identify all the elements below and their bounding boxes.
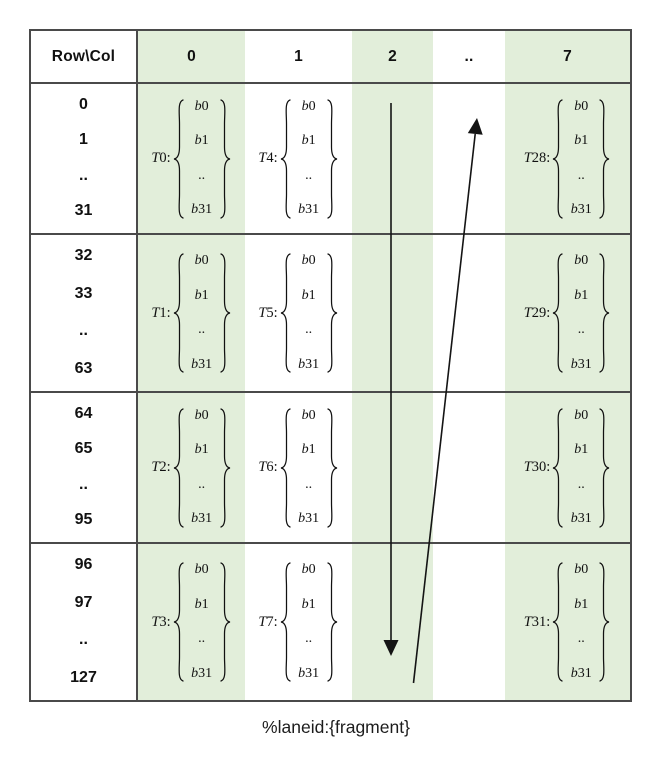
fragment-cell bbox=[138, 544, 245, 700]
vector-item: b31 bbox=[298, 665, 320, 681]
column-header-7: 7 bbox=[505, 31, 630, 84]
fragment-vector bbox=[292, 563, 326, 681]
vector-item: b0 bbox=[301, 407, 316, 423]
vector-item: b31 bbox=[570, 511, 592, 527]
fragment-vector bbox=[292, 254, 326, 372]
vector-item: b1 bbox=[194, 287, 209, 303]
row-label: 1 bbox=[79, 131, 88, 149]
vector-item: b31 bbox=[298, 511, 320, 527]
fragment-cell bbox=[245, 544, 352, 700]
brace-open-icon bbox=[172, 251, 185, 375]
empty-cell bbox=[352, 544, 433, 700]
vector-item: .. bbox=[305, 322, 313, 338]
row-label: 96 bbox=[74, 556, 93, 573]
thread-label: T7: bbox=[258, 613, 278, 630]
vector-item: b1 bbox=[301, 596, 316, 612]
vector-item: b1 bbox=[194, 133, 209, 149]
fragment-cell bbox=[138, 235, 245, 393]
fragment-table bbox=[29, 29, 632, 702]
brace-open-icon bbox=[279, 406, 292, 530]
brace-close-icon bbox=[219, 560, 232, 684]
column-header-dotsdots: .. bbox=[433, 31, 505, 84]
brace-close-icon bbox=[598, 406, 611, 530]
vector-item: b0 bbox=[194, 562, 209, 577]
corner-header-cell: Row\Col bbox=[31, 31, 138, 84]
brace-open-icon bbox=[279, 251, 292, 375]
brace-close-icon bbox=[326, 406, 339, 530]
fragment-cell bbox=[245, 393, 352, 544]
vector-item: b0 bbox=[574, 407, 589, 423]
row-labels-group-0 bbox=[31, 84, 138, 235]
fragment-cell bbox=[245, 84, 352, 235]
vector-item: b1 bbox=[574, 596, 589, 612]
row-label: 97 bbox=[74, 593, 93, 611]
vector-item: b0 bbox=[301, 98, 316, 114]
brace-close-icon bbox=[326, 251, 339, 375]
row-label: .. bbox=[79, 166, 88, 184]
row-label: .. bbox=[79, 475, 88, 493]
vector-item: .. bbox=[577, 476, 585, 492]
vector-item: b1 bbox=[194, 442, 209, 458]
empty-cell bbox=[433, 393, 505, 544]
fragment-vector bbox=[564, 563, 598, 681]
vector-item: .. bbox=[305, 167, 313, 183]
fragment-vector bbox=[185, 254, 219, 372]
vector-item: b31 bbox=[570, 202, 592, 218]
column-header-0: 0 bbox=[138, 31, 245, 84]
vector-item: b31 bbox=[191, 202, 213, 218]
brace-close-icon bbox=[219, 97, 232, 221]
fragment-vector bbox=[564, 409, 598, 527]
brace-open-icon bbox=[279, 560, 292, 684]
row-label: 0 bbox=[79, 96, 88, 113]
thread-label: T5: bbox=[258, 304, 278, 321]
vector-item: b0 bbox=[194, 98, 209, 114]
brace-close-icon bbox=[219, 251, 232, 375]
brace-open-icon bbox=[551, 406, 564, 530]
fragment-cell bbox=[138, 393, 245, 544]
brace-close-icon bbox=[326, 97, 339, 221]
vector-item: b31 bbox=[191, 511, 213, 527]
thread-label: T28: bbox=[523, 150, 551, 167]
fragment-vector bbox=[564, 254, 598, 372]
row-labels-group-3 bbox=[31, 544, 138, 700]
fragment-vector bbox=[292, 409, 326, 527]
fragment-cell bbox=[245, 235, 352, 393]
fragment-vector bbox=[185, 563, 219, 681]
vector-item: b0 bbox=[301, 253, 316, 268]
vector-item: .. bbox=[577, 631, 585, 647]
row-label: 127 bbox=[70, 668, 97, 686]
fragment-cell bbox=[505, 544, 630, 700]
vector-item: b0 bbox=[194, 407, 209, 423]
thread-label: T31: bbox=[523, 613, 551, 630]
thread-label: T30: bbox=[523, 459, 551, 476]
caption: %laneid:{fragment} bbox=[262, 717, 410, 737]
vector-item: b31 bbox=[298, 356, 320, 372]
vector-item: b31 bbox=[191, 356, 213, 372]
row-label: .. bbox=[79, 322, 88, 340]
brace-open-icon bbox=[172, 406, 185, 530]
vector-item: b1 bbox=[574, 442, 589, 458]
fragment-cell bbox=[505, 235, 630, 393]
vector-item: b0 bbox=[574, 562, 589, 577]
brace-open-icon bbox=[279, 97, 292, 221]
empty-cell bbox=[433, 84, 505, 235]
vector-item: .. bbox=[305, 476, 313, 492]
empty-cell bbox=[352, 84, 433, 235]
vector-item: b1 bbox=[574, 133, 589, 149]
vector-item: .. bbox=[198, 322, 206, 338]
vector-item: b31 bbox=[298, 202, 320, 218]
fragment-cell bbox=[138, 84, 245, 235]
brace-close-icon bbox=[326, 560, 339, 684]
vector-item: .. bbox=[305, 631, 313, 647]
brace-close-icon bbox=[598, 251, 611, 375]
thread-label: T6: bbox=[258, 459, 278, 476]
brace-open-icon bbox=[551, 97, 564, 221]
row-labels-group-2 bbox=[31, 393, 138, 544]
vector-item: .. bbox=[577, 167, 585, 183]
vector-item: .. bbox=[198, 167, 206, 183]
fragment-vector bbox=[185, 409, 219, 527]
brace-open-icon bbox=[551, 560, 564, 684]
brace-open-icon bbox=[551, 251, 564, 375]
vector-item: b0 bbox=[574, 98, 589, 114]
row-label: 31 bbox=[74, 201, 93, 219]
vector-item: b1 bbox=[301, 287, 316, 303]
column-header-1: 1 bbox=[245, 31, 352, 84]
fragment-vector bbox=[292, 100, 326, 218]
row-labels-group-1 bbox=[31, 235, 138, 393]
vector-item: b1 bbox=[301, 442, 316, 458]
vector-item: b1 bbox=[194, 596, 209, 612]
row-label: 65 bbox=[74, 440, 93, 458]
thread-label: T29: bbox=[523, 304, 551, 321]
empty-cell bbox=[433, 544, 505, 700]
fragment-cell bbox=[505, 84, 630, 235]
vector-item: b0 bbox=[301, 562, 316, 577]
brace-open-icon bbox=[172, 97, 185, 221]
brace-open-icon bbox=[172, 560, 185, 684]
brace-close-icon bbox=[219, 406, 232, 530]
thread-label: T2: bbox=[151, 459, 171, 476]
brace-close-icon bbox=[598, 560, 611, 684]
row-label: 95 bbox=[74, 510, 93, 528]
empty-cell bbox=[352, 235, 433, 393]
vector-item: .. bbox=[577, 322, 585, 338]
row-label: 32 bbox=[74, 247, 93, 264]
vector-item: b31 bbox=[570, 356, 592, 372]
vector-item: b31 bbox=[191, 665, 213, 681]
vector-item: b1 bbox=[574, 287, 589, 303]
fragment-vector bbox=[564, 100, 598, 218]
brace-close-icon bbox=[598, 97, 611, 221]
thread-label: T1: bbox=[151, 304, 171, 321]
column-header-2: 2 bbox=[352, 31, 433, 84]
vector-item: b0 bbox=[574, 253, 589, 268]
empty-cell bbox=[433, 235, 505, 393]
row-label: 63 bbox=[74, 359, 93, 377]
fragment-cell bbox=[505, 393, 630, 544]
thread-label: T4: bbox=[258, 150, 278, 167]
thread-label: T0: bbox=[151, 150, 171, 167]
vector-item: .. bbox=[198, 476, 206, 492]
vector-item: b1 bbox=[301, 133, 316, 149]
row-label: 33 bbox=[74, 284, 93, 302]
vector-item: .. bbox=[198, 631, 206, 647]
row-label: 64 bbox=[74, 405, 93, 422]
row-label: .. bbox=[79, 631, 88, 649]
vector-item: b31 bbox=[570, 665, 592, 681]
empty-cell bbox=[352, 393, 433, 544]
vector-item: b0 bbox=[194, 253, 209, 268]
fragment-vector bbox=[185, 100, 219, 218]
thread-label: T3: bbox=[151, 613, 171, 630]
